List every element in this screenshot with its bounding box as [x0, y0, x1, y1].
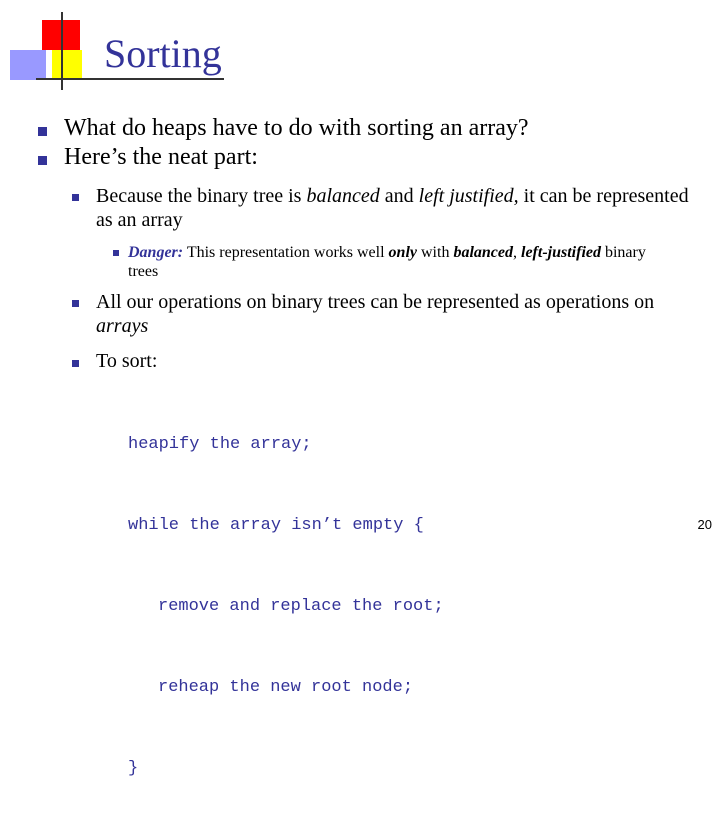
square-bullet-icon	[72, 360, 79, 367]
text-left-justified: left justified,	[418, 185, 519, 207]
bullet-neat-part: Here’s the neat part:	[64, 144, 258, 170]
text-segment: All our operations on binary trees can be represented as operations on	[96, 291, 655, 313]
text-segment: binary trees	[128, 244, 646, 281]
text-arrays: arrays	[96, 315, 149, 337]
text-segment: and	[379, 185, 419, 207]
page-number: 20	[697, 517, 712, 532]
square-bullet-icon	[72, 194, 79, 201]
code-line: remove and replace the root;	[158, 597, 444, 616]
text-only: only	[388, 244, 417, 261]
square-bullet-icon	[38, 127, 47, 136]
code-line: reheap the new root node;	[158, 678, 414, 697]
text-segment: it can be represented as an array	[96, 185, 689, 231]
square-bullet-icon	[72, 300, 79, 307]
code-line: heapify the array;	[128, 435, 312, 454]
bullet-danger-note	[128, 243, 668, 281]
text-segment: with	[417, 244, 454, 261]
bullet-operations-arrays	[96, 290, 656, 338]
title-underline	[36, 78, 224, 80]
text-balanced-bold: balanced	[453, 244, 513, 261]
bullet-heaps-question: What do heaps have to do with sorting an array?	[64, 115, 529, 141]
bullet-binary-tree-array	[96, 184, 706, 232]
logo-yellow-square	[52, 50, 82, 80]
code-line: while the array isn’t empty {	[128, 516, 424, 535]
text-balanced: balanced	[306, 185, 380, 207]
square-bullet-icon	[38, 156, 47, 165]
code-line: }	[128, 759, 139, 778]
bullet-to-sort: To sort:	[96, 350, 158, 372]
code-block	[128, 377, 444, 836]
text-danger-label: Danger:	[128, 244, 184, 261]
text-segment: ,	[513, 244, 521, 261]
slide-title: Sorting	[104, 31, 222, 76]
text-segment: This representation works well	[183, 244, 389, 261]
square-bullet-icon	[113, 250, 119, 256]
text-left-justified-bold: left-justified	[521, 244, 601, 261]
text-segment: Because the binary tree is	[96, 185, 307, 207]
logo-purple-square	[10, 50, 46, 80]
